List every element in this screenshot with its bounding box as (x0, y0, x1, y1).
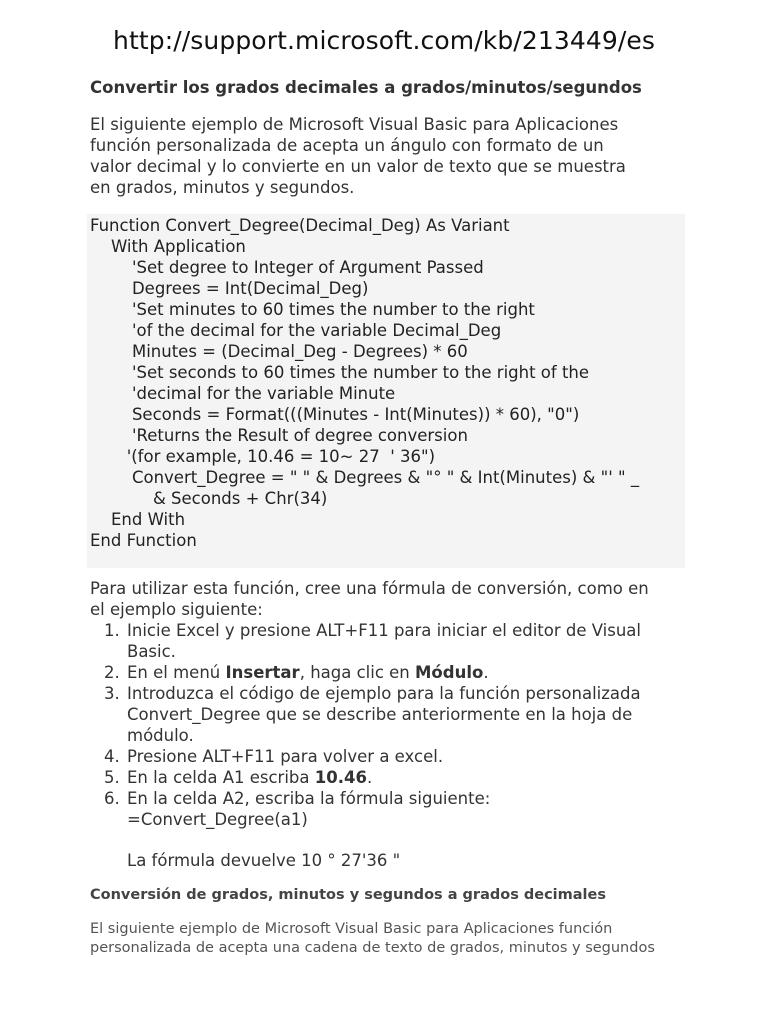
code-line: Convert_Degree = " " & Degrees & "° " & Int(Minutes) & "' " _ (90, 468, 640, 487)
intro-line: valor decimal y lo convierte en un valor de texto que se muestra (90, 157, 626, 176)
step-text-part: , haga clic en (299, 663, 416, 682)
list-item (90, 788, 690, 830)
usage-paragraph (90, 578, 690, 620)
list-item (90, 662, 690, 683)
source-url: http://support.microsoft.com/kb/213449/es (113, 26, 655, 55)
steps-list (90, 620, 690, 830)
code-line: End Function (90, 531, 197, 550)
step-number: 3. (104, 684, 120, 703)
intro-line: función personalizada de acepta un ángulo con formato de un (90, 136, 604, 155)
code-line: Seconds = Format(((Minutes - Int(Minutes)) * 60), "0") (90, 405, 580, 424)
code-line: 'decimal for the variable Minute (90, 384, 396, 403)
section-title-dms-to-decimal: Conversión de grados, minutos y segundos a grados decimales (90, 887, 606, 903)
menu-name-insertar: Insertar (225, 663, 300, 682)
list-item (90, 746, 690, 767)
code-line: Function Convert_Degree(Decimal_Deg) As Variant (90, 216, 510, 235)
menu-item-modulo: Módulo (415, 663, 484, 682)
code-line: 'Set degree to Integer of Argument Passed (90, 258, 484, 277)
section2-paragraph (90, 920, 690, 958)
usage-line: el ejemplo siguiente: (90, 600, 263, 619)
intro-line: en grados, minutos y segundos. (90, 178, 355, 197)
code-line: 'Returns the Result of degree conversion (90, 426, 468, 445)
code-line: End With (90, 510, 186, 529)
step-text-part: En el menú (127, 663, 226, 682)
code-line: With Application (90, 237, 246, 256)
section-title-decimal-to-dms: Convertir los grados decimales a grados/minutos/segundos (90, 78, 642, 97)
list-item (90, 683, 690, 746)
step-number: 2. (104, 663, 120, 682)
code-line: Minutes = (Decimal_Deg - Degrees) * 60 (90, 342, 468, 361)
paragraph-line: El siguiente ejemplo de Microsoft Visual Basic para Aplicaciones función (90, 921, 613, 937)
step-text-part: . (366, 768, 373, 787)
vba-code-block (87, 214, 685, 568)
code-line: '(for example, 10.46 = 10~ 27 ' 36") (90, 447, 436, 466)
step-text: Inicie Excel y presione ALT+F11 para iniciar el editor de Visual (127, 621, 641, 640)
step-text-continued: Convert_Degree que se describe anteriormente en la hoja de (127, 705, 633, 724)
intro-line: El siguiente ejemplo de Microsoft Visual Basic para Aplicaciones (90, 115, 619, 134)
intro-paragraph (90, 114, 690, 198)
code-line: Degrees = Int(Decimal_Deg) (90, 279, 369, 298)
step-text (127, 662, 690, 683)
step-text: Introduzca el código de ejemplo para la función personalizada (127, 684, 641, 703)
step-number: 6. (104, 789, 120, 808)
step-text-part: . (483, 663, 489, 682)
input-value: 10.46 (314, 768, 367, 787)
step-number: 5. (104, 768, 120, 787)
code-line: 'Set seconds to 60 times the number to the right of the (90, 363, 590, 382)
step-text: En la celda A2, escriba la fórmula siguiente: (127, 789, 491, 808)
code-line: & Seconds + Chr(34) (90, 489, 328, 508)
list-item (90, 620, 690, 662)
code-line: 'of the decimal for the variable Decimal_Deg (90, 321, 502, 340)
formula-text: =Convert_Degree(a1) (127, 810, 308, 829)
code-line: 'Set minutes to 60 times the number to the right (90, 300, 535, 319)
usage-line: Para utilizar esta función, cree una fórmula de conversión, como en (90, 579, 649, 598)
step-text (127, 767, 690, 788)
list-item (90, 767, 690, 788)
step-text-part: En la celda A1 escriba (127, 768, 315, 787)
step-text-continued: Basic. (127, 642, 176, 661)
step-number: 1. (104, 621, 120, 640)
step-text: Presione ALT+F11 para volver a excel. (127, 747, 444, 766)
paragraph-line: personalizada de acepta una cadena de texto de grados, minutos y segundos (90, 940, 655, 956)
formula-result: La fórmula devuelve 10 ° 27'36 " (127, 851, 401, 870)
step-number: 4. (104, 747, 120, 766)
step-text-continued: módulo. (127, 726, 194, 745)
